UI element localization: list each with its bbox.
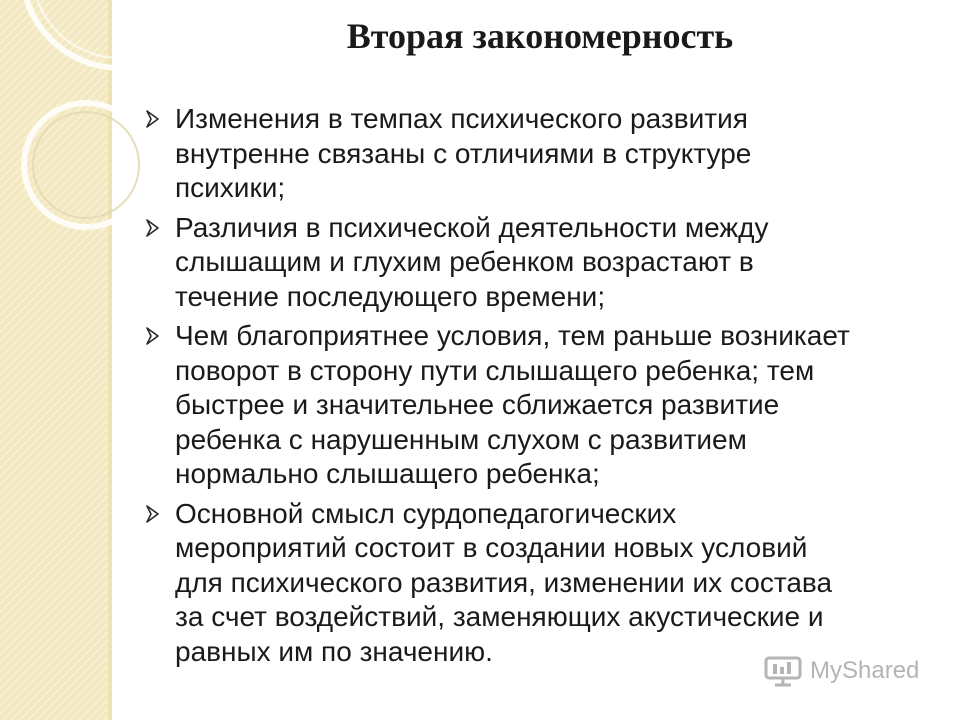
bullet-list: [140, 102, 940, 674]
bullet-line: внутренне связаны с отличиями в структуре: [175, 137, 752, 169]
bullet-line: мероприятий состоит в создании новых условий: [175, 532, 808, 563]
bullet-line: психики;: [175, 172, 286, 203]
bullet-item: [140, 319, 940, 492]
bullet-line: слышащим и глухим ребенком возрастают в: [175, 246, 754, 277]
bullet-line: поворот в сторону пути слышащего ребенка; тем: [175, 354, 815, 386]
bullet-item: [140, 211, 940, 315]
bullet-item: [140, 102, 940, 206]
bullet-line: ребенка с нарушенным слухом с развитием: [175, 423, 747, 455]
arrow-bullet-icon: [143, 504, 163, 524]
bullet-line: нормально слышащего ребенка;: [175, 458, 600, 489]
presentation-board-icon: [764, 655, 804, 687]
bullet-line: равных им по значению.: [175, 635, 493, 667]
bullet-line: Основной смысл сурдопедагогических: [175, 497, 677, 529]
watermark: [764, 655, 919, 687]
bullet-line: Изменения в темпах психического развития: [175, 103, 748, 134]
arrow-bullet-icon: [143, 109, 163, 129]
bullet-line: для психического развития, изменении их состава: [175, 566, 833, 598]
bullet-line: течение последующего времени;: [175, 280, 606, 312]
slide-title: Вторая закономерность: [346, 16, 734, 56]
arrow-bullet-icon: [143, 326, 163, 346]
watermark-text: MyShared: [810, 657, 920, 684]
bullet-line: Чем благоприятнее условия, тем раньше возникает: [175, 320, 850, 351]
arrow-bullet-icon: [143, 218, 163, 238]
bullet-line: быстрее и значительнее сближается развитие: [175, 389, 780, 420]
bullet-line: Различия в психической деятельности между: [175, 211, 769, 243]
bullet-line: за счет воздействий, заменяющих акустические и: [175, 601, 824, 632]
bullet-item: [140, 497, 940, 670]
